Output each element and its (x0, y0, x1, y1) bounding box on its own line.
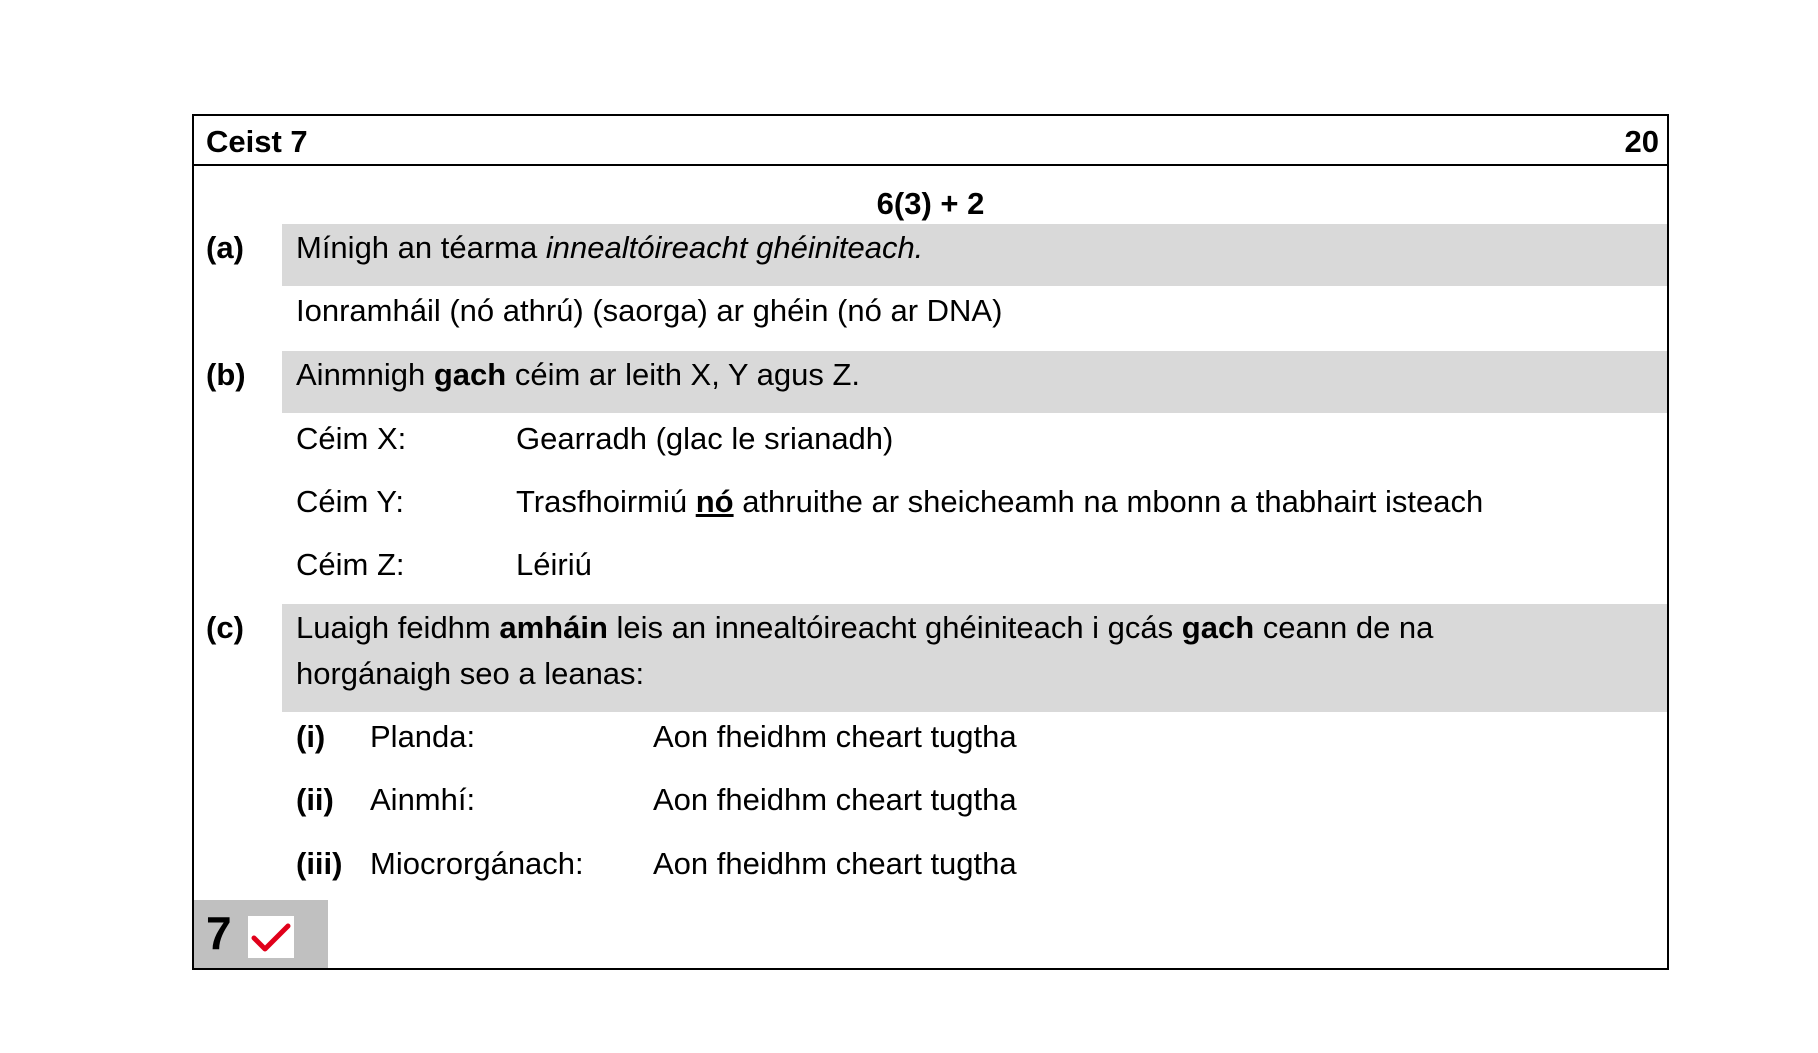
part-c-label: (c) (206, 610, 244, 645)
part-c-emphasis-2: gach (1181, 610, 1255, 645)
question-number: 7 (206, 907, 232, 959)
item-i-number: (i) (296, 719, 326, 754)
step-y-emphasis: nó (695, 484, 734, 519)
mark-allocation: 6(3) + 2 (876, 186, 985, 221)
step-z-label: Céim Z: (296, 547, 405, 582)
marking-scheme-box (192, 114, 1669, 970)
step-y-label: Céim Y: (296, 484, 404, 519)
item-ii-number: (ii) (296, 782, 334, 817)
part-b-emphasis: gach (433, 357, 507, 392)
step-z-answer: Léiriú (516, 547, 592, 582)
check-mark-icon (248, 916, 294, 958)
part-b-label: (b) (206, 357, 246, 392)
part-c-question-line1 (296, 610, 1433, 646)
item-iii-organism: Miocrorgánach: (370, 846, 584, 881)
step-y-answer (516, 484, 1483, 520)
part-a-question (296, 230, 923, 266)
question-title: Ceist 7 (206, 124, 308, 159)
part-c-text-1: Luaigh feidhm (296, 610, 500, 645)
item-i-organism: Planda: (370, 719, 476, 754)
question-tick-area (194, 900, 328, 968)
part-c-text-3: ceann de na (1254, 610, 1434, 645)
part-c-question-line2: horgánaigh seo a leanas: (296, 656, 645, 691)
item-iii-number: (iii) (296, 846, 343, 881)
item-iii-answer: Aon fheidhm cheart tugtha (653, 846, 1017, 881)
item-i-answer: Aon fheidhm cheart tugtha (653, 719, 1017, 754)
step-y-answer-text: Trasfhoirmiú (516, 484, 696, 519)
item-ii-answer: Aon fheidhm cheart tugtha (653, 782, 1017, 817)
step-y-answer-text-end: athruithe ar sheicheamh na mbonn a thabhairt isteach (733, 484, 1484, 519)
part-a-label: (a) (206, 230, 244, 265)
part-b-question-text-end: céim ar leith X, Y agus Z. (506, 357, 861, 392)
part-c-emphasis-1: amháin (499, 610, 608, 645)
item-ii-organism: Ainmhí: (370, 782, 476, 817)
part-b-question (296, 357, 860, 393)
part-a-question-text: Mínigh an téarma (296, 230, 546, 265)
step-x-answer: Gearradh (glac le srianadh) (516, 421, 894, 456)
question-header (194, 116, 1667, 166)
part-a-term: innealtóireacht ghéiniteach. (545, 230, 924, 265)
part-a-answer: Ionramháil (nó athrú) (saorga) ar ghéin (nó ar DNA) (296, 293, 1003, 328)
total-marks: 20 (1624, 124, 1659, 159)
part-c-text-2: leis an innealtóireacht ghéiniteach i gcás (607, 610, 1182, 645)
step-x-label: Céim X: (296, 421, 407, 456)
part-b-question-text: Ainmnigh (296, 357, 434, 392)
